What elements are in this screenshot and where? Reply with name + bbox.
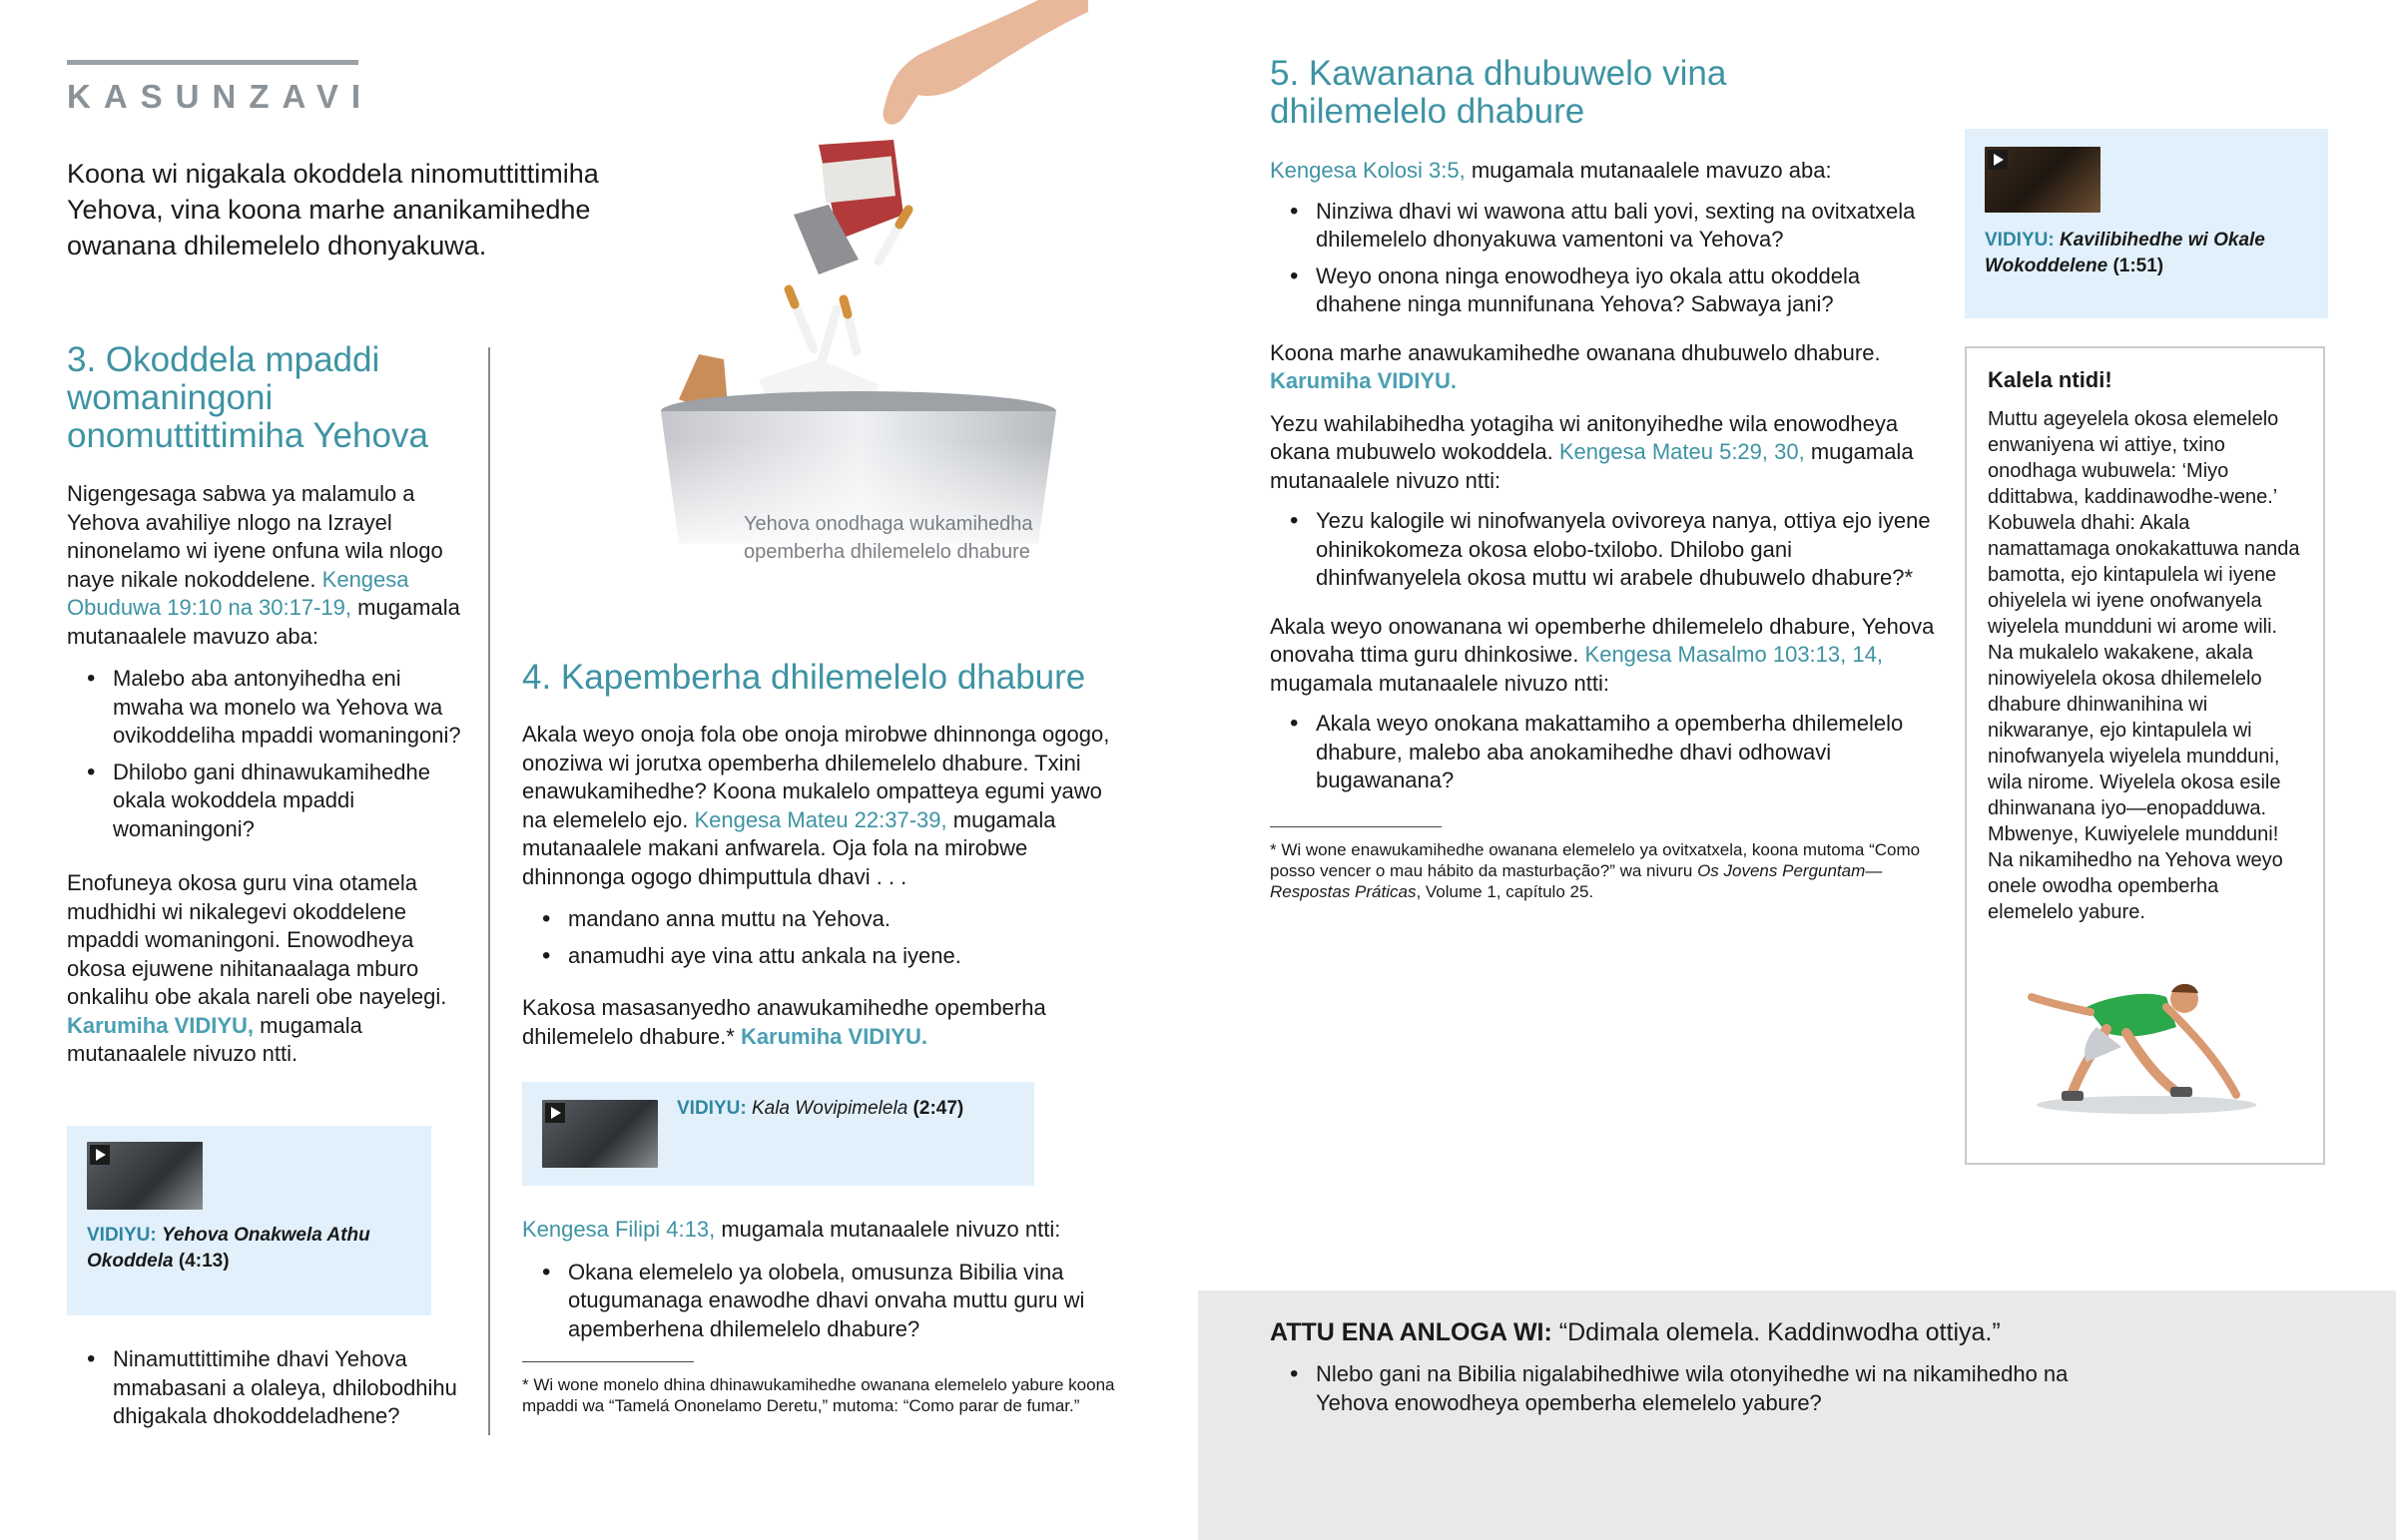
kicker: KASUNZAVI (67, 78, 374, 115)
section-4-column (522, 721, 1126, 1051)
bottom-panel-heading (1270, 1316, 2268, 1348)
section-4-paragraph-2: Kakosa masasanyedho anawukamihedhe opemberha dhilemelelo dhabure.* Karumiha VIDIYU. (522, 995, 1046, 1049)
section-5-paragraph-1: Kengesa Kolosi 3:5, mugamala mutanaalele mavuzo aba: (1270, 158, 1832, 183)
play-video-link[interactable]: Karumiha VIDIYU. (740, 1023, 927, 1049)
section-5-paragraph-3: Yezu wahilabihedha yotagiha wi anitonyihedhe wila enowodheya okana mubuwelo wokoddela. Kengesa Mateu 5:29, 30, mugamala mutanaalele nivuzo ntti: (1270, 410, 1914, 493)
section-5-paragraph-2: Koona marhe anawukamihedhe owanana dhubuwelo dhabure. Karumiha VIDIYU. (1270, 339, 1881, 393)
video-box-section-5[interactable] (1965, 129, 2328, 318)
list-item: • Okana elemelelo ya olobela, omusunza Bibilia vina otugumanaga enawodhe dhavi onvaha muttu guru wi apemberhena dhilemelelo dhabure? (522, 1259, 1126, 1344)
scripture-link-mateu-22[interactable]: Kengesa Mateu 22:37-39, (694, 806, 947, 832)
section-3-bottom-question (67, 1345, 466, 1439)
trash-illustration (619, 0, 1098, 559)
section-5-heading: 5. Kawanana dhubuwelo vina dhilemelelo dhabure (1270, 54, 1727, 131)
column-divider (488, 347, 490, 1435)
section-4-paragraph-3: Kengesa Filipi 4:13, mugamala mutanaalele nivuzo ntti: (522, 1217, 1061, 1242)
section-4-heading: 4. Kapemberha dhilemelelo dhabure (522, 658, 1086, 697)
list-item: • Weyo onona ninga enowodheya iyo okala attu okoddela dhahene ninga munnifunana Yehova? Sabwaya jani? (1270, 262, 1937, 319)
scripture-link-obuduwa[interactable]: Kengesa Obuduwa 19:10 na 30:17-19, (67, 566, 409, 620)
footnote-separator (1270, 826, 1442, 827)
section-3-paragraph-2: Enofuneya okosa guru vina otamela mudhidhi wi nikalegevi okoddelene mpaddi womaningoni. Enowodheya okosa ejuwene nihitanaalaga mburo onkalihu obe akala nareli obe nayelegi. Karumiha VIDIYU, mugamala mutanaalele nivuzo ntti. (67, 870, 447, 1066)
kicker-rule (67, 60, 358, 65)
section-5-paragraph-4: Akala weyo onowanana wi opemberhe dhilemelelo dhabure, Yehova onovaha ttima guru dhinkosiwe. Kengesa Masalmo 103:13, 14, mugamala mutanaalele nivuzo ntti: (1270, 613, 1935, 696)
footnote: * Wi wone monelo dhina dhinawukamihedhe owanana elemelelo yabure koona mpaddi wa “Tamelá Ononelamo Deretu,” mutoma: “Como parar de fumar.” (522, 1375, 1115, 1415)
footnote-separator (522, 1361, 694, 1362)
play-video-link[interactable]: Karumiha VIDIYU. (1270, 368, 1458, 393)
sidebar-text: Muttu ageyelela okosa elemelelo enwaniyena wi attiye, txino onodhaga wubuwela: ‘Miyo ddittabwa, kaddinawodhe-wene.’ Kobuwela dhahi: Akala namattamaga onokakattuwa nanda bamotta, ejo kintapulela wi iyene ohiyelela wi iyene onofwanyela wiyelela mundduni wi arome wili. Na mukalelo wakakene, akala ninowiyelela okosa dhilemelelo dhabure dhinwanihina wi nikwaranye, ejo kintapulela wi ninofwanyela wiyelela mundduni, wila nirome. Wiyelela okosa esile dhinwanana iyo—enopadduwa. Mbwenye, Kuwiyelele mundduni! Na nikamihedho na Yehova weyo onele owodha opemberha elemelelo yabure. (1988, 408, 2300, 923)
image-caption: Yehova onodhaga wukamihedha opemberha dhilemelelo dhabure (744, 513, 1033, 563)
others-say-quote: “Ddimala olemela. Kaddinwodha ottiya.” (1551, 1318, 2001, 1346)
list-item: • Dhilobo gani dhinawukamihedhe okala wokoddela mpaddi womaningoni? (67, 759, 466, 844)
list-item: • anamudhi aye vina attu ankala na iyene. (522, 942, 1126, 971)
list-item: • Ninamuttittimihe dhavi Yehova mmabasani a olaleya, dhilobodhihu dhigakala dhokoddeladhene? (67, 1345, 466, 1431)
list-item: • Yezu kalogile wi ninofwanyela ovivoreya nanya, ottiya ejo iyene ohinikokomeza okosa elobo-txilobo. Dhilobo gani dhinfwanyelela okosa muttu wi arabele dhubuwelo dhabure?* (1270, 507, 1937, 593)
list-item: • Akala weyo onokana makattamiho a opemberha dhilemelelo dhabure, malebo aba anokamihedhe dhavi odhowavi bugawanana? (1270, 710, 1937, 795)
video-thumbnail[interactable] (87, 1142, 203, 1210)
play-video-link[interactable]: Karumiha VIDIYU, (67, 1012, 255, 1038)
play-icon[interactable] (1988, 150, 2008, 170)
list-item: • mandano anna muttu na Yehova. (522, 905, 1126, 934)
video-caption[interactable]: VIDIYU: Kala Wovipimelela (2:47) (677, 1098, 964, 1119)
video-caption[interactable]: VIDIYU: Kavilibihedhe wi Okale Wokoddelene (1:51) (1985, 230, 2265, 276)
section-3-column (67, 480, 466, 1069)
video-caption[interactable]: VIDIYU: Yehova Onakwela Athu Okoddela (4:13) (87, 1225, 370, 1272)
section-3-paragraph-1: Nigengesaga sabwa ya malamulo a Yehova avahiliye nlogo na Izrayel ninonelamo wi iyene onfuna wila nlogo naye nikale nokoddelene. Kengesa Obuduwa 19:10 na 30:17-19, mugamala mutanaalele mavuzo aba: (67, 481, 460, 649)
scripture-link-masalmo[interactable]: Kengesa Masalmo 103:13, 14, (1584, 642, 1883, 667)
section-4-column-bottom (522, 1216, 1126, 1351)
video-box-section-4[interactable] (522, 1082, 1034, 1186)
section-3-heading: 3. Okoddela mpaddi womaningoni onomuttittimiha Yehova (67, 340, 428, 455)
scripture-link-mateu-5[interactable]: Kengesa Mateu 5:29, 30, (1558, 439, 1805, 464)
video-thumbnail[interactable] (1985, 147, 2100, 213)
sidebar-title: Kalela ntidi! (1988, 367, 2112, 392)
intro-paragraph: Koona wi nigakala okoddela ninomuttittimiha Yehova, vina koona marhe ananikamihedhe owanana dhilemelelo dhonyakuwa. (67, 159, 599, 260)
video-box-section-3[interactable] (67, 1126, 431, 1315)
bottom-panel-question (1270, 1360, 2089, 1425)
scripture-link-kolosi[interactable]: Kengesa Kolosi 3:5, (1270, 158, 1466, 183)
video-thumbnail[interactable] (542, 1100, 658, 1168)
list-item: • Nlebo gani na Bibilia nigalabihedhiwe wila otonyihedhe wi na nikamihedho na Yehova enowodheya opemberha elemelelo yabure? (1270, 1360, 2089, 1417)
section-4-paragraph-1: Akala weyo onoja fola obe onoja mirobwe dhinnonga ogogo, onoziwa wi jorutxa opemberha dhilemelelo dhabure. Txini enawukamihedhe? Koona mukalelo ompatteya egumi yawo na elemelelo ejo. Kengesa Mateu 22:37-39, mugamala mutanaalele makani anfwarela. Oja fola na mirobwe dhinnonga ogogo dhimputtula dhavi . . . (522, 722, 1110, 889)
list-item: • Ninziwa dhavi wi wawona attu bali yovi, sexting na ovitxatxela dhilemelelo dhonyakuwa vamentoni va Yehova? (1270, 198, 1937, 255)
scripture-link-filipi[interactable]: Kengesa Filipi 4:13, (522, 1217, 716, 1242)
list-item: • Malebo aba antonyihedha eni mwaha wa monelo wa Yehova wa ovikoddeliha mpaddi womaningoni? (67, 665, 466, 751)
play-icon[interactable] (545, 1103, 565, 1123)
section-5-column (1270, 157, 1937, 803)
others-say-label: ATTU ENA ANLOGA WI: (1270, 1318, 1552, 1346)
footnote: * Wi wone enawukamihedhe owanana elemelelo ya ovitxatxela, koona mutoma “Como posso vencer o mau hábito da masturbação?” wa nivuru Os Jovens Perguntam—Respostas Práticas, Volume 1, capítulo 25. (1270, 840, 1921, 901)
play-icon[interactable] (90, 1145, 110, 1165)
bottom-panel (1198, 1290, 2396, 1540)
runner-illustration (2027, 967, 2266, 1117)
sidebar-box (1965, 346, 2325, 1165)
